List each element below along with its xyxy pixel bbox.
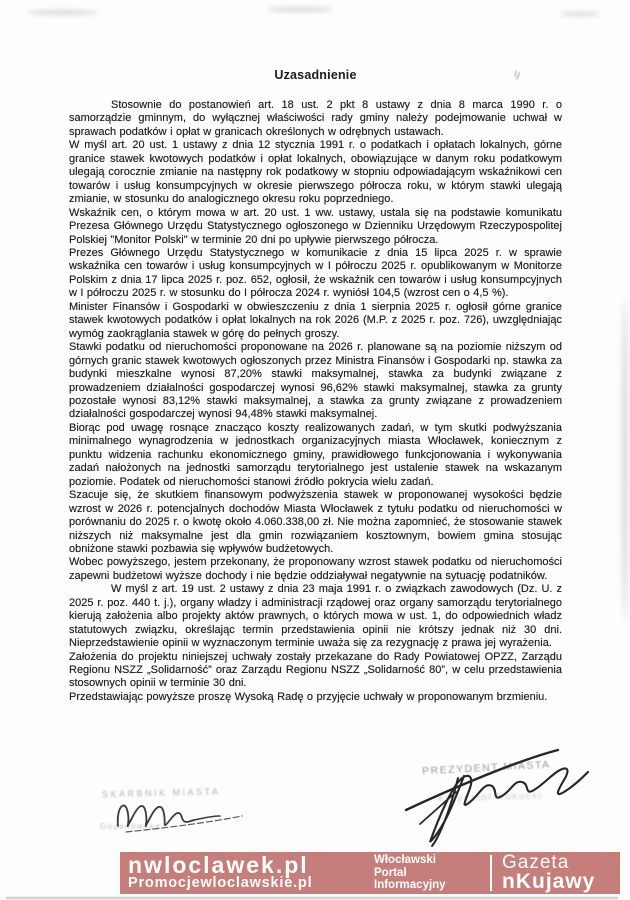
gazeta-line-2: nKujawy — [502, 870, 596, 893]
banner-gazeta-logo — [492, 854, 595, 892]
page-title: Uzasadnienie — [274, 68, 357, 82]
treasurer-stamp-text: SKARBNIK MIASTA — [101, 786, 221, 800]
paragraph: Wskaźnik cen, o którym mowa w art. 20 ust. 1 ww. ustawy, ustala się na podstawie komunikatu Prezesa Głównego Urzędu Statystycznego ogłoszonego w Dzienniku Urzędowym Rzeczypospolitej Polskiej "Monitor Polski" w terminie 20 dni po upływie pierwszego półrocza. — [69, 206, 562, 246]
site-logo-promocje: Promocjewloclawskie.pl — [128, 875, 313, 891]
president-signature-icon — [400, 736, 610, 856]
president-stamp-text: PREZYDENT MIASTA — [421, 758, 551, 778]
banner-left-logos — [120, 852, 374, 891]
paragraph: W myśl art. 20 ust. 1 ustawy z dnia 12 stycznia 1991 r. o podatkach i opłatach lokalnych, górne granice stawek kwotowych podatków i opłat lokalnych, obowiązujące w danym roku podatkowym ulegają corocznie zmianie na następny rok podatkowy w stopniu odpowiadającym wskaźnikowi cen towarów i usług konsumpcyjnych w okresie pierwszego półrocza roku, w którym stawki ulegają zmianie, w stosunku do analogicznego okresu roku poprzedniego. — [69, 139, 562, 206]
portal-line-3: Informacyjny — [374, 879, 446, 892]
paragraph-list — [69, 99, 562, 704]
scan-smudge — [268, 7, 332, 12]
paragraph: Stawki podatku od nieruchomości proponowane na 2026 r. planowane są na poziomie niższym od górnych granic stawek kwotowych ogłoszonych przez Ministra Finansów i Gospodarki np. stawka za budynki mieszkalne wynosi 87,20% stawki maksymalnej, stawka za budynki związane z prowadzeniem działalności gospodarczej wynosi 96,62% stawki maksymalnej, stawka za grunty pozostałe wynosi 83,12% stawki maksymalnej, a stawka za grunty związane z prowadzeniem działalności gospodarczej wynosi 94,48% stawki maksymalnej. — [69, 341, 562, 421]
site-logo-nwloclawek: nwloclawek.pl — [128, 852, 309, 878]
paragraph: Stosownie do postanowień art. 18 ust. 2 pkt 8 ustawy z dnia 8 marca 1990 r. o samorządzie gminnym, do wyłącznej właściwości rady gminy należy podejmowanie uchwał w sprawach podatków i opłat w granicach określonych w odrębnych ustawach. — [69, 99, 562, 138]
treasurer-signature-icon — [108, 792, 268, 836]
paragraph: Prezes Głównego Urzędu Statystycznego w komunikacie z dnia 15 lipca 2025 r. w sprawie wskaźnika cen towarów i usług konsumpcyjnych w I półroczu 2025 r. opublikowanym w Monitorze Polskim z dnia 17 lipca 2025 r. poz. 652, ogłosił, że wskaźnik cen towarów i usług konsumpcyjnych w I półroczu 2025 r. w stosunku do I półrocza 2024 r. wyniósł 104,5 (wzrost cen o 4,5 %). — [69, 246, 562, 300]
paragraph: Założenia do projektu niniejszej uchwały zostały przekazane do Rady Powiatowej OPZZ, Zarządu Regionu NSZZ „Solidarność” oraz Zarządu Regionu NSZZ „Solidarność 80”, w celu przedstawienia stosownych opinii w terminie 30 dni. — [69, 650, 562, 690]
document-body — [69, 66, 562, 704]
paragraph: Minister Finansów i Gospodarki w obwieszczeniu z dnia 1 sierpnia 2025 r. ogłosił górne granice stawek kwotowych podatków i opłat lokalnych na rok 2026 (M.P. z 2025 r. poz. 726), uwzględniając wymóg zaokrąglania stawek w górę do pełnych groszy. — [69, 300, 562, 340]
president-stamp-name: Krzysztof Kukucki — [437, 790, 544, 804]
signature-area — [0, 736, 630, 852]
scan-edge-line — [6, 897, 618, 899]
paragraph: W myśl z art. 19 ust. 2 ustawy z dnia 23 maja 1991 r. o związkach zawodowych (Dz. U. z 2025 r. poz. 440 t. j.), organy władzy i administracji rządowej oraz organy samorządu terytorialnego kierują założenia albo projekty aktów prawnych, o których mowa w ust. 1, do odpowiednich władz statutowych związku, określając termin przedstawienia opinii nie krótszy jednak niż 30 dni. Nieprzedstawienie opinii w wyznaczonym terminie uważa się za rezygnację z prawa jej wyrażenia. — [69, 583, 562, 650]
footer-banner — [120, 852, 620, 894]
paragraph: Wobec powyższego, jestem przekonany, że proponowany wzrost stawek podatku od nieruchomości zapewni budżetowi wyższe dochody i nie będzie oddziaływał negatywnie na sytuację podatników. — [69, 556, 562, 582]
paragraph: Szacuje się, że skutkiem finansowym podwyższenia stawek w proponowanej wysokości będzie wzrost w 2026 r. potencjalnych dochodów Miasta Włocławek z tytułu podatku od nieruchomości w porównaniu do 2025 r. o kwotę około 4.060.338,00 zł. Nie można zapomnieć, że stosowanie stawek niższych niż maksymalne jest dla gmin rozwiązaniem kosztownym, bowiem gmina stosując obniżone stawki pozbawia się wpływów budżetowych. — [69, 489, 562, 555]
paragraph: Przedstawiając powyższe proszę Wysoką Radę o przyjęcie uchwały w proponowanym brzmieniu. — [69, 690, 548, 703]
scan-smudge — [28, 10, 98, 15]
handwritten-mark: ų — [512, 67, 522, 81]
portal-line-1: Włocławski — [374, 854, 436, 867]
gazeta-line-1: Gazeta — [502, 852, 570, 873]
scan-smudge — [560, 12, 600, 16]
banner-portal-label — [374, 854, 490, 892]
treasurer-stamp-name: Gozanowska — [100, 822, 162, 831]
scan-smudge — [622, 300, 628, 620]
portal-line-2: Portal — [374, 866, 407, 879]
paragraph: Biorąc pod uwagę rosnące znacząco koszty realizowanych zadań, w tym skutki podwyższania minimalnego wynagrodzenia w jednostkach organizacyjnych miasta Włocławek, koniecznym z punktu widzenia rachunku ekonomicznego gminy, prawidłowego funkcjonowania i wykonywania zadań nałożonych na jednostki samorządu terytorialnego jest ustalenie stawek na wskazanym poziomie. Podatek od nieruchomości stanowi źródło pokrycia wielu zadań. — [69, 421, 562, 488]
